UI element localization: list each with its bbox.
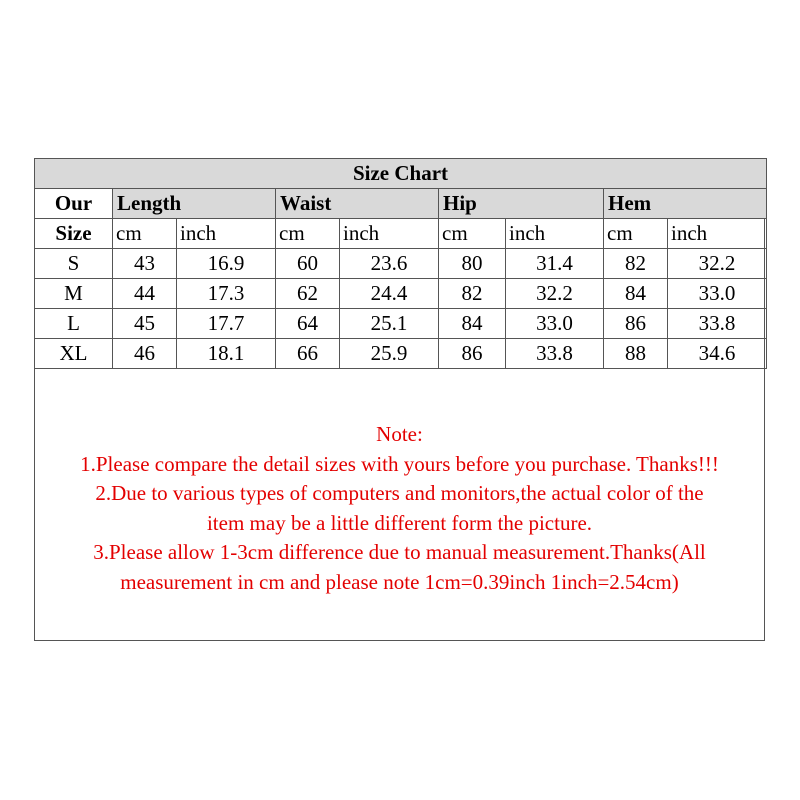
length-inch-value: 16.9 <box>177 249 276 279</box>
length-inch-value: 17.3 <box>177 279 276 309</box>
waist-cm-unit: cm <box>276 219 340 249</box>
waist-cm-value: 64 <box>276 309 340 339</box>
hem-cm-value: 84 <box>604 279 668 309</box>
our-size-header-top: Our <box>35 189 113 219</box>
hip-header: Hip <box>439 189 604 219</box>
waist-cm-value: 60 <box>276 249 340 279</box>
note-line-5: measurement in cm and please note 1cm=0.39inch 1inch=2.54cm) <box>120 569 679 594</box>
table-row <box>35 249 767 279</box>
size-chart-table <box>34 158 767 369</box>
hem-inch-value: 33.8 <box>668 309 767 339</box>
table-row <box>35 339 767 369</box>
size-label: M <box>35 279 113 309</box>
waist-cm-value: 66 <box>276 339 340 369</box>
length-inch-unit: inch <box>177 219 276 249</box>
hip-inch-value: 31.4 <box>506 249 604 279</box>
hip-cm-value: 86 <box>439 339 506 369</box>
hip-inch-unit: inch <box>506 219 604 249</box>
waist-inch-unit: inch <box>340 219 439 249</box>
waist-inch-value: 25.9 <box>340 339 439 369</box>
hip-inch-value: 33.8 <box>506 339 604 369</box>
waist-inch-value: 25.1 <box>340 309 439 339</box>
hem-cm-value: 86 <box>604 309 668 339</box>
waist-inch-value: 24.4 <box>340 279 439 309</box>
hip-cm-unit: cm <box>439 219 506 249</box>
hem-inch-value: 33.0 <box>668 279 767 309</box>
note-heading: Note: <box>376 422 423 446</box>
hem-cm-value: 88 <box>604 339 668 369</box>
size-label: XL <box>35 339 113 369</box>
note-line-4: 3.Please allow 1-3cm difference due to manual measurement.Thanks(All <box>93 540 706 564</box>
note-block <box>34 420 765 597</box>
length-cm-value: 46 <box>113 339 177 369</box>
length-cm-value: 44 <box>113 279 177 309</box>
hem-cm-value: 82 <box>604 249 668 279</box>
hem-cm-unit: cm <box>604 219 668 249</box>
table-row <box>35 279 767 309</box>
waist-header: Waist <box>276 189 439 219</box>
length-inch-value: 17.7 <box>177 309 276 339</box>
chart-title: Size Chart <box>35 159 767 189</box>
length-cm-value: 45 <box>113 309 177 339</box>
hip-inch-value: 33.0 <box>506 309 604 339</box>
note-line-3: item may be a little different form the picture. <box>206 510 593 535</box>
hip-cm-value: 82 <box>439 279 506 309</box>
waist-cm-value: 62 <box>276 279 340 309</box>
hem-inch-value: 34.6 <box>668 339 767 369</box>
length-cm-value: 43 <box>113 249 177 279</box>
size-label: S <box>35 249 113 279</box>
hip-cm-value: 80 <box>439 249 506 279</box>
hip-cm-value: 84 <box>439 309 506 339</box>
table-row <box>35 309 767 339</box>
size-label: L <box>35 309 113 339</box>
our-size-header-bottom: Size <box>35 219 113 249</box>
length-header: Length <box>113 189 276 219</box>
note-line-2: 2.Due to various types of computers and monitors,the actual color of the <box>95 481 704 505</box>
waist-inch-value: 23.6 <box>340 249 439 279</box>
note-line-1: 1.Please compare the detail sizes with yours before you purchase. Thanks!!! <box>80 451 719 476</box>
length-cm-unit: cm <box>113 219 177 249</box>
hem-header: Hem <box>604 189 767 219</box>
hip-inch-value: 32.2 <box>506 279 604 309</box>
length-inch-value: 18.1 <box>177 339 276 369</box>
hem-inch-value: 32.2 <box>668 249 767 279</box>
hem-inch-unit: inch <box>668 219 767 249</box>
